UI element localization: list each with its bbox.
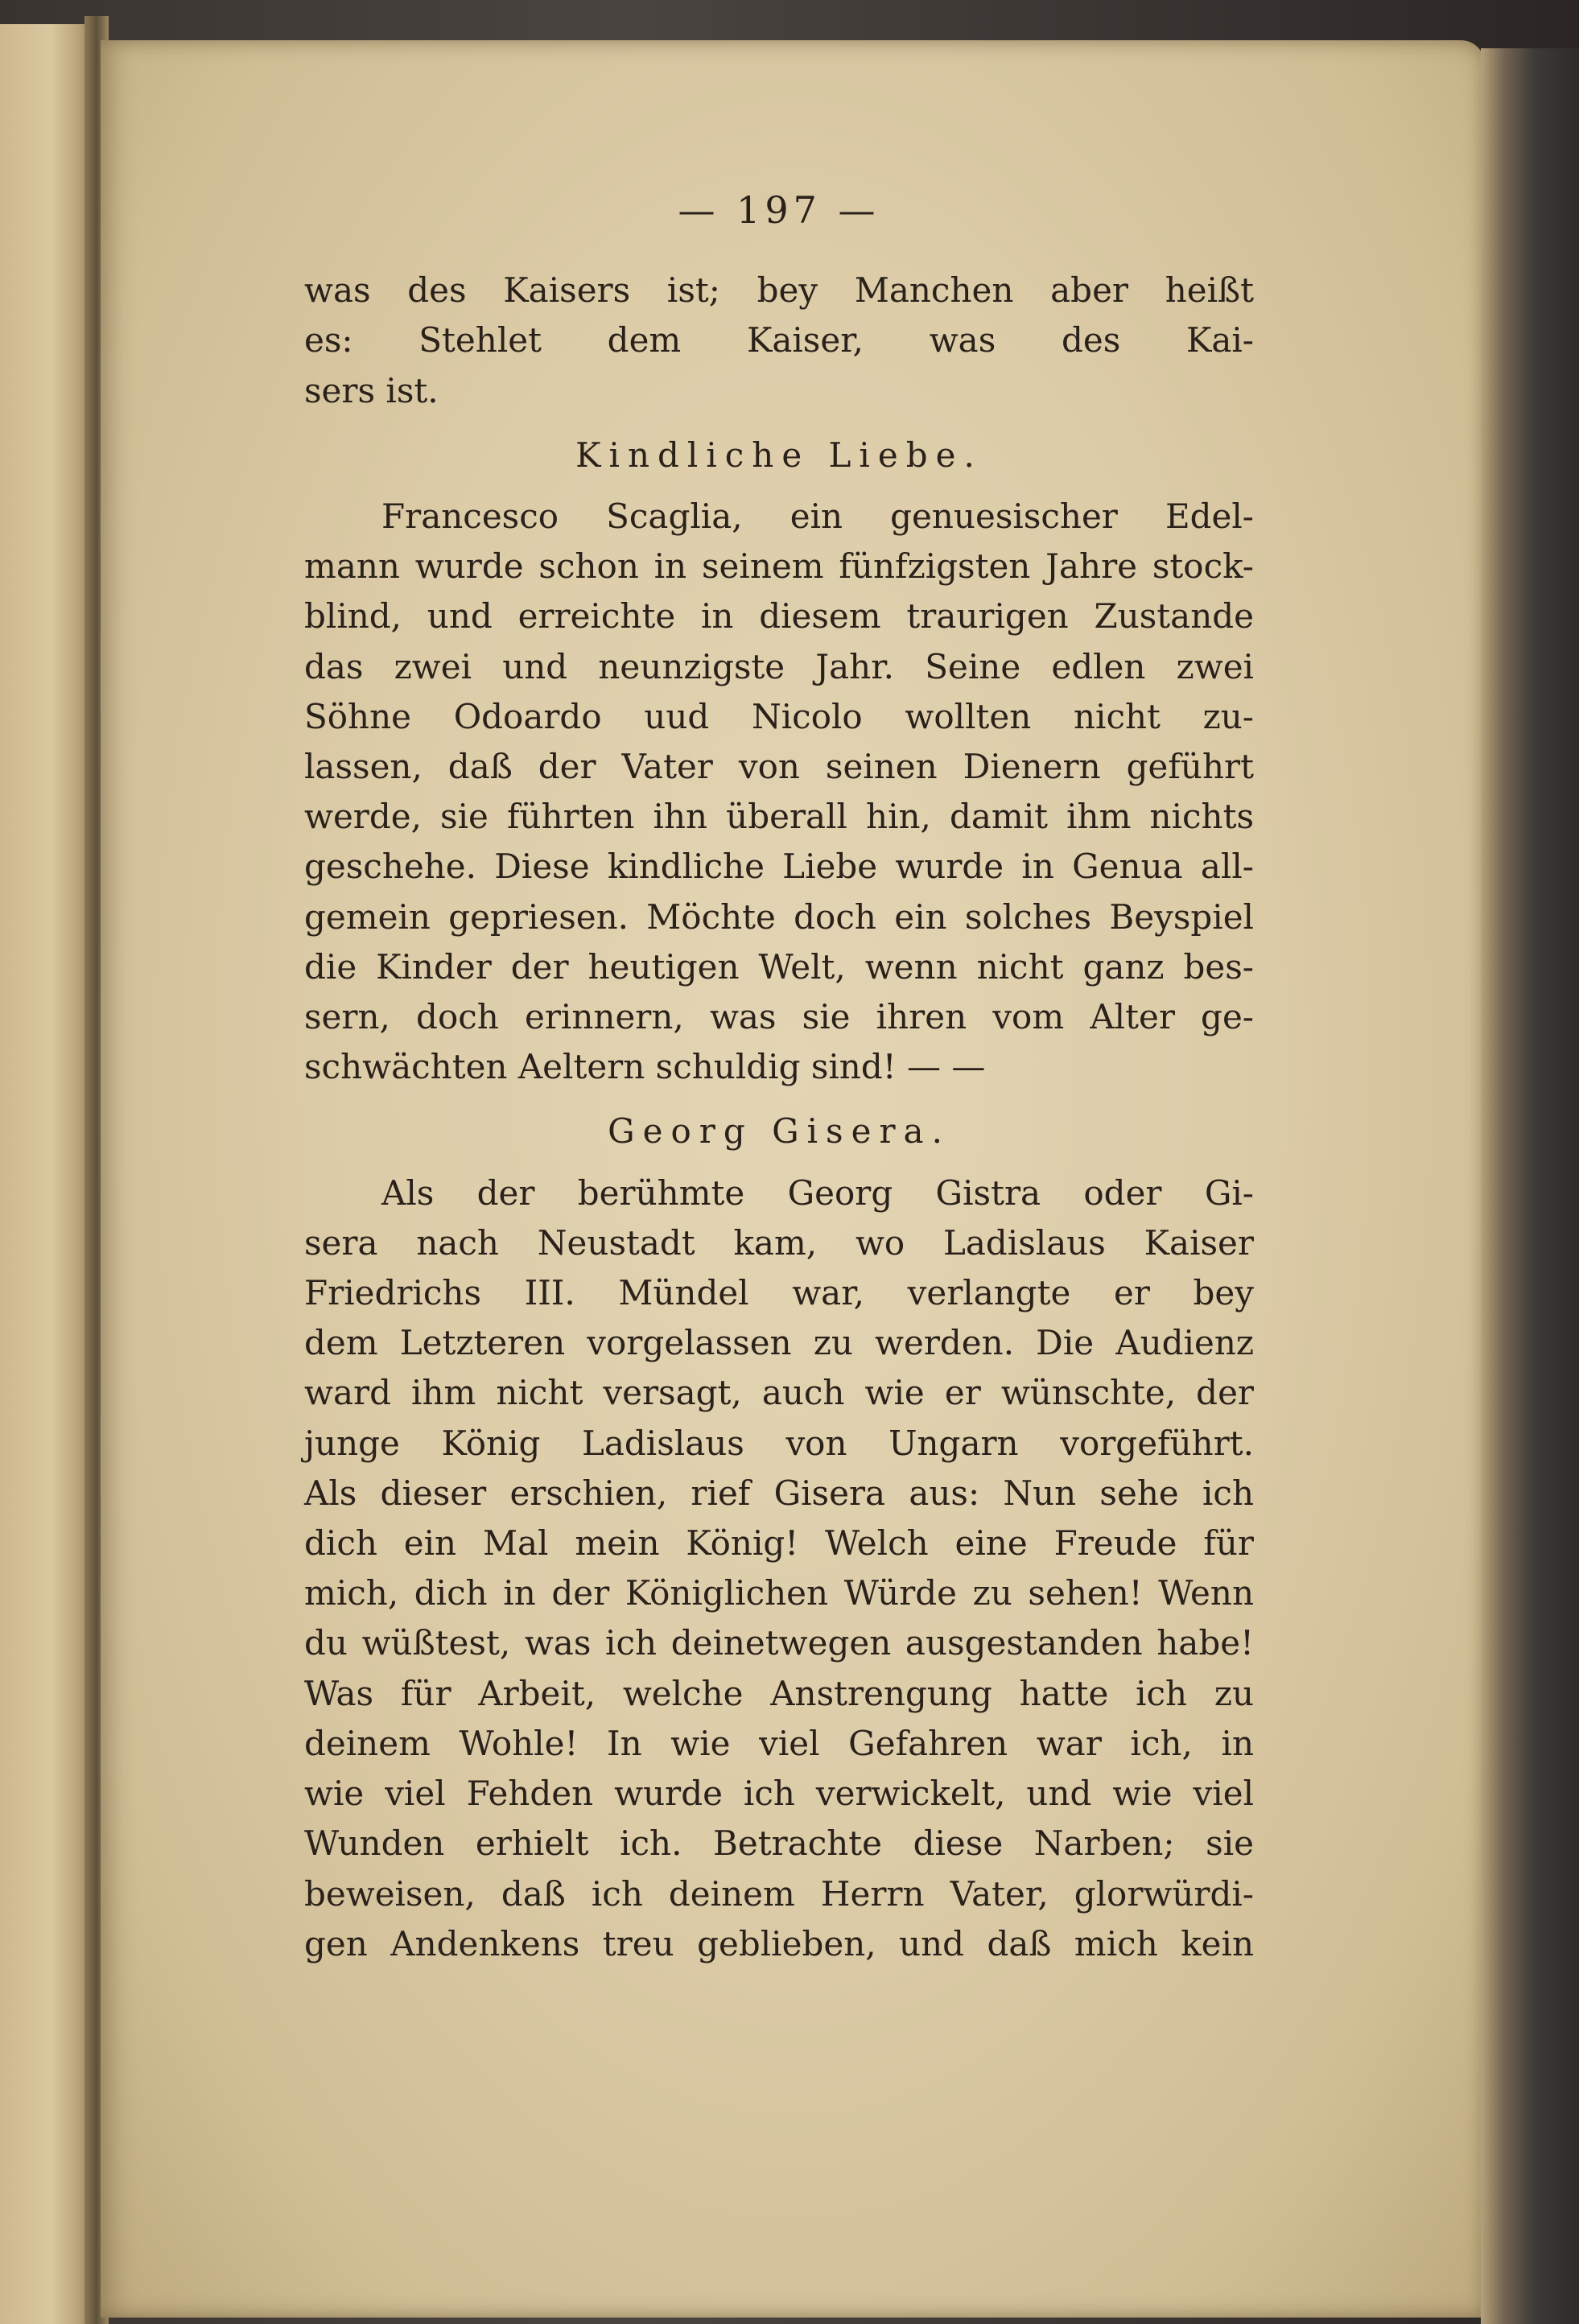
text-line: blind, und erreichte in diesem traurigen Zustande (304, 596, 1254, 637)
text-line: mich, dich in der Königlichen Würde zu sehen! Wenn (304, 1573, 1254, 1613)
page-number: — 197 — (678, 188, 880, 232)
text-line: sern, doch erinnern, was sie ihren vom Alter ge- (304, 997, 1254, 1037)
text-line: junge König Ladislaus von Ungarn vorgeführt. (304, 1423, 1254, 1463)
text-line: schwächten Aeltern schuldig sind! — — (304, 1047, 986, 1087)
text-line: sera nach Neustadt kam, wo Ladislaus Kaiser (304, 1222, 1254, 1263)
text-line: das zwei und neunzigste Jahr. Seine edlen zwei (304, 646, 1254, 686)
book-cover-edge (1481, 48, 1579, 2324)
text-line: deinem Wohle! In wie viel Gefahren war ich, in (304, 1723, 1254, 1763)
text-line: dem Letzteren vorgelassen zu werden. Die Audienz (304, 1323, 1254, 1363)
text-line: dich ein Mal mein König! Welch eine Freude für (304, 1523, 1254, 1564)
text-line: geschehe. Diese kindliche Liebe wurde in Genua all- (304, 847, 1254, 887)
section-heading-georg-gisera: Georg Gisera. (608, 1111, 950, 1152)
text-line: werde, sie führten ihn überall hin, damit ihm nichts (304, 797, 1254, 837)
text-line: beweisen, daß ich deinem Herrn Vater, glorwürdi- (304, 1873, 1254, 1914)
text-line: Was für Arbeit, welche Anstrengung hatte ich zu (304, 1673, 1254, 1713)
text-line: Als dieser erschien, rief Gisera aus: Nun sehe ich (304, 1473, 1254, 1513)
paragraph-kindliche-liebe (304, 492, 1254, 1092)
text-line: Söhne Odoardo uud Nicolo wollten nicht zu- (304, 696, 1254, 736)
text-line: ward ihm nicht versagt, auch wie er wünschte, der (304, 1373, 1254, 1413)
text-line: mann wurde schon in seinem fünfzigsten Jahre stock- (304, 546, 1254, 587)
text-line: lassen, daß der Vater von seinen Dienern geführt (304, 747, 1254, 787)
text-line: es: Stehlet dem Kaiser, was des Kai- (304, 320, 1254, 361)
paragraph-continuation (304, 266, 1254, 416)
text-line: wie viel Fehden wurde ich verwickelt, und wie viel (304, 1774, 1254, 1814)
section-heading-kindliche-liebe: Kindliche Liebe. (575, 435, 983, 475)
text-line: Friedrichs III. Mündel war, verlangte er bey (304, 1273, 1254, 1313)
page-text (304, 185, 1254, 1969)
text-line: du wüßtest, was ich deinetwegen ausgestanden habe! (304, 1623, 1254, 1663)
previous-page-edge (0, 24, 93, 2324)
text-line: gemein gepriesen. Möchte doch ein solches Beyspiel (304, 896, 1254, 937)
text-line: die Kinder der heutigen Welt, wenn nicht ganz bes- (304, 946, 1254, 987)
text-line: Wunden erhielt ich. Betrachte diese Narben; sie (304, 1823, 1254, 1864)
text-line: sers ist. (304, 370, 439, 410)
text-line: gen Andenkens treu geblieben, und daß mich kein (304, 1923, 1254, 1963)
text-line: Francesco Scaglia, ein genuesischer Edel- (381, 497, 1254, 537)
text-line: Als der berühmte Georg Gistra oder Gi- (381, 1172, 1254, 1213)
text-line: was des Kaisers ist; bey Manchen aber heißt (304, 270, 1254, 311)
paragraph-georg-gisera (304, 1168, 1254, 1969)
